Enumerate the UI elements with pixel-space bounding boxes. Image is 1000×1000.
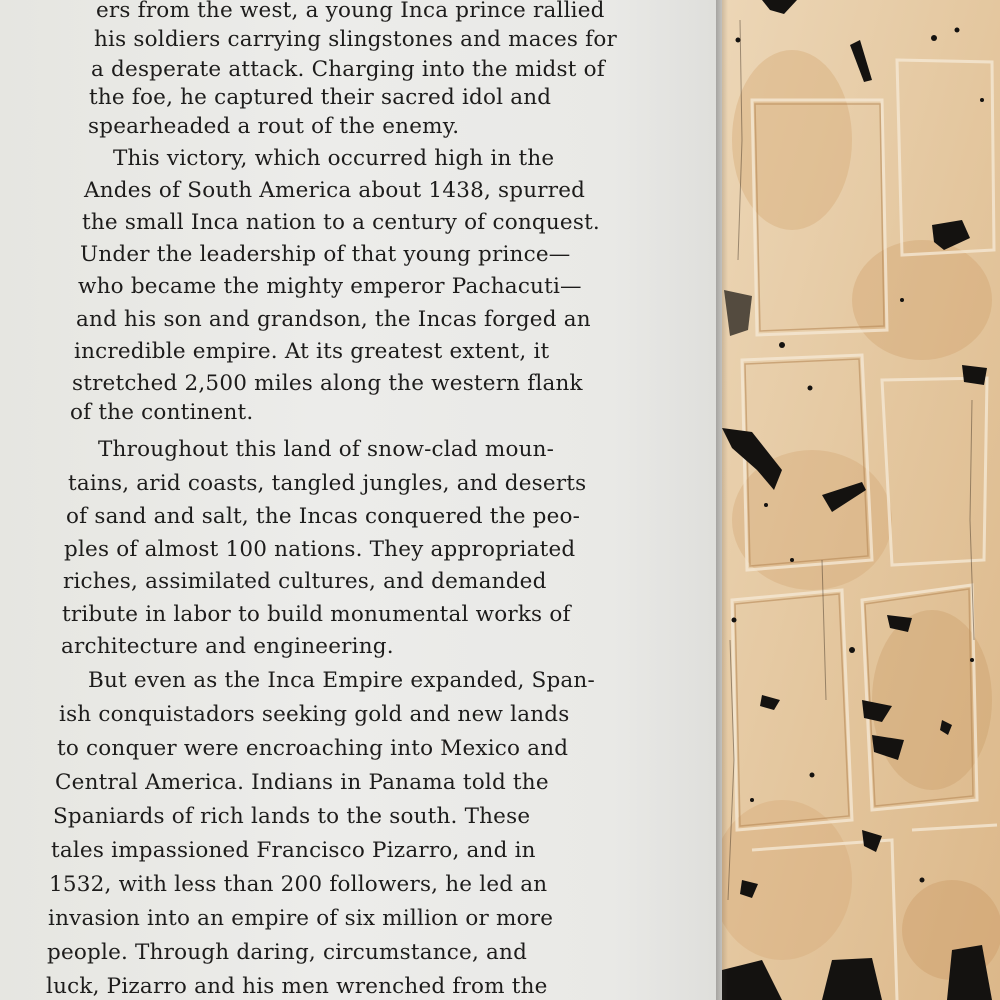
text-line: Under the leadership of that young prince— [80, 242, 571, 267]
text-line: ers from the west, a young Inca prince rallied [96, 0, 605, 23]
text-line: of the continent. [70, 400, 254, 425]
text-line: luck, Pizarro and his men wrenched from the [46, 974, 548, 999]
text-line: 1532, with less than 200 followers, he led an [49, 872, 548, 897]
text-line: the foe, he captured their sacred idol and [89, 85, 552, 110]
text-line: Andes of South America about 1438, spurred [84, 178, 586, 203]
text-line: people. Through daring, circumstance, and [47, 940, 528, 965]
text-line: and his son and grandson, the Incas forged an [76, 307, 591, 332]
text-line: ish conquistadors seeking gold and new lands [59, 702, 570, 727]
text-line: of sand and salt, the Incas conquered the peo- [66, 504, 581, 529]
text-line: architecture and engineering. [61, 634, 394, 659]
stone-wall-artwork [722, 0, 1000, 1000]
text-line: tains, arid coasts, tangled jungles, and deserts [68, 471, 587, 496]
text-line: This victory, which occurred high in the [113, 146, 555, 171]
text-line: tribute in labor to build monumental works of [62, 602, 571, 627]
text-line: Spaniards of rich lands to the south. These [53, 804, 531, 829]
text-line: tales impassioned Francisco Pizarro, and in [51, 838, 536, 863]
text-line: to conquer were encroaching into Mexico and [57, 736, 569, 761]
text-line: spearheaded a rout of the enemy. [88, 114, 460, 139]
text-line: the small Inca nation to a century of conquest. [82, 210, 600, 235]
text-line: a desperate attack. Charging into the midst of [91, 57, 605, 82]
text-line: Central America. Indians in Panama told the [55, 770, 549, 795]
text-line: his soldiers carrying slingstones and maces for [94, 27, 617, 52]
text-line: ples of almost 100 nations. They appropriated [64, 537, 576, 562]
page-edge-shadow [716, 0, 728, 1000]
text-line: But even as the Inca Empire expanded, Span- [88, 668, 595, 693]
text-line: riches, assimilated cultures, and demanded [63, 569, 547, 594]
text-line: invasion into an empire of six million or more [48, 906, 554, 931]
text-line: Throughout this land of snow-clad moun- [98, 437, 555, 462]
textured-stone-wall-icon [722, 0, 1000, 1000]
text-line: stretched 2,500 miles along the western flank [72, 371, 583, 396]
text-line: incredible empire. At its greatest extent, it [74, 339, 550, 364]
text-line: who became the mighty emperor Pachacuti— [78, 274, 582, 299]
